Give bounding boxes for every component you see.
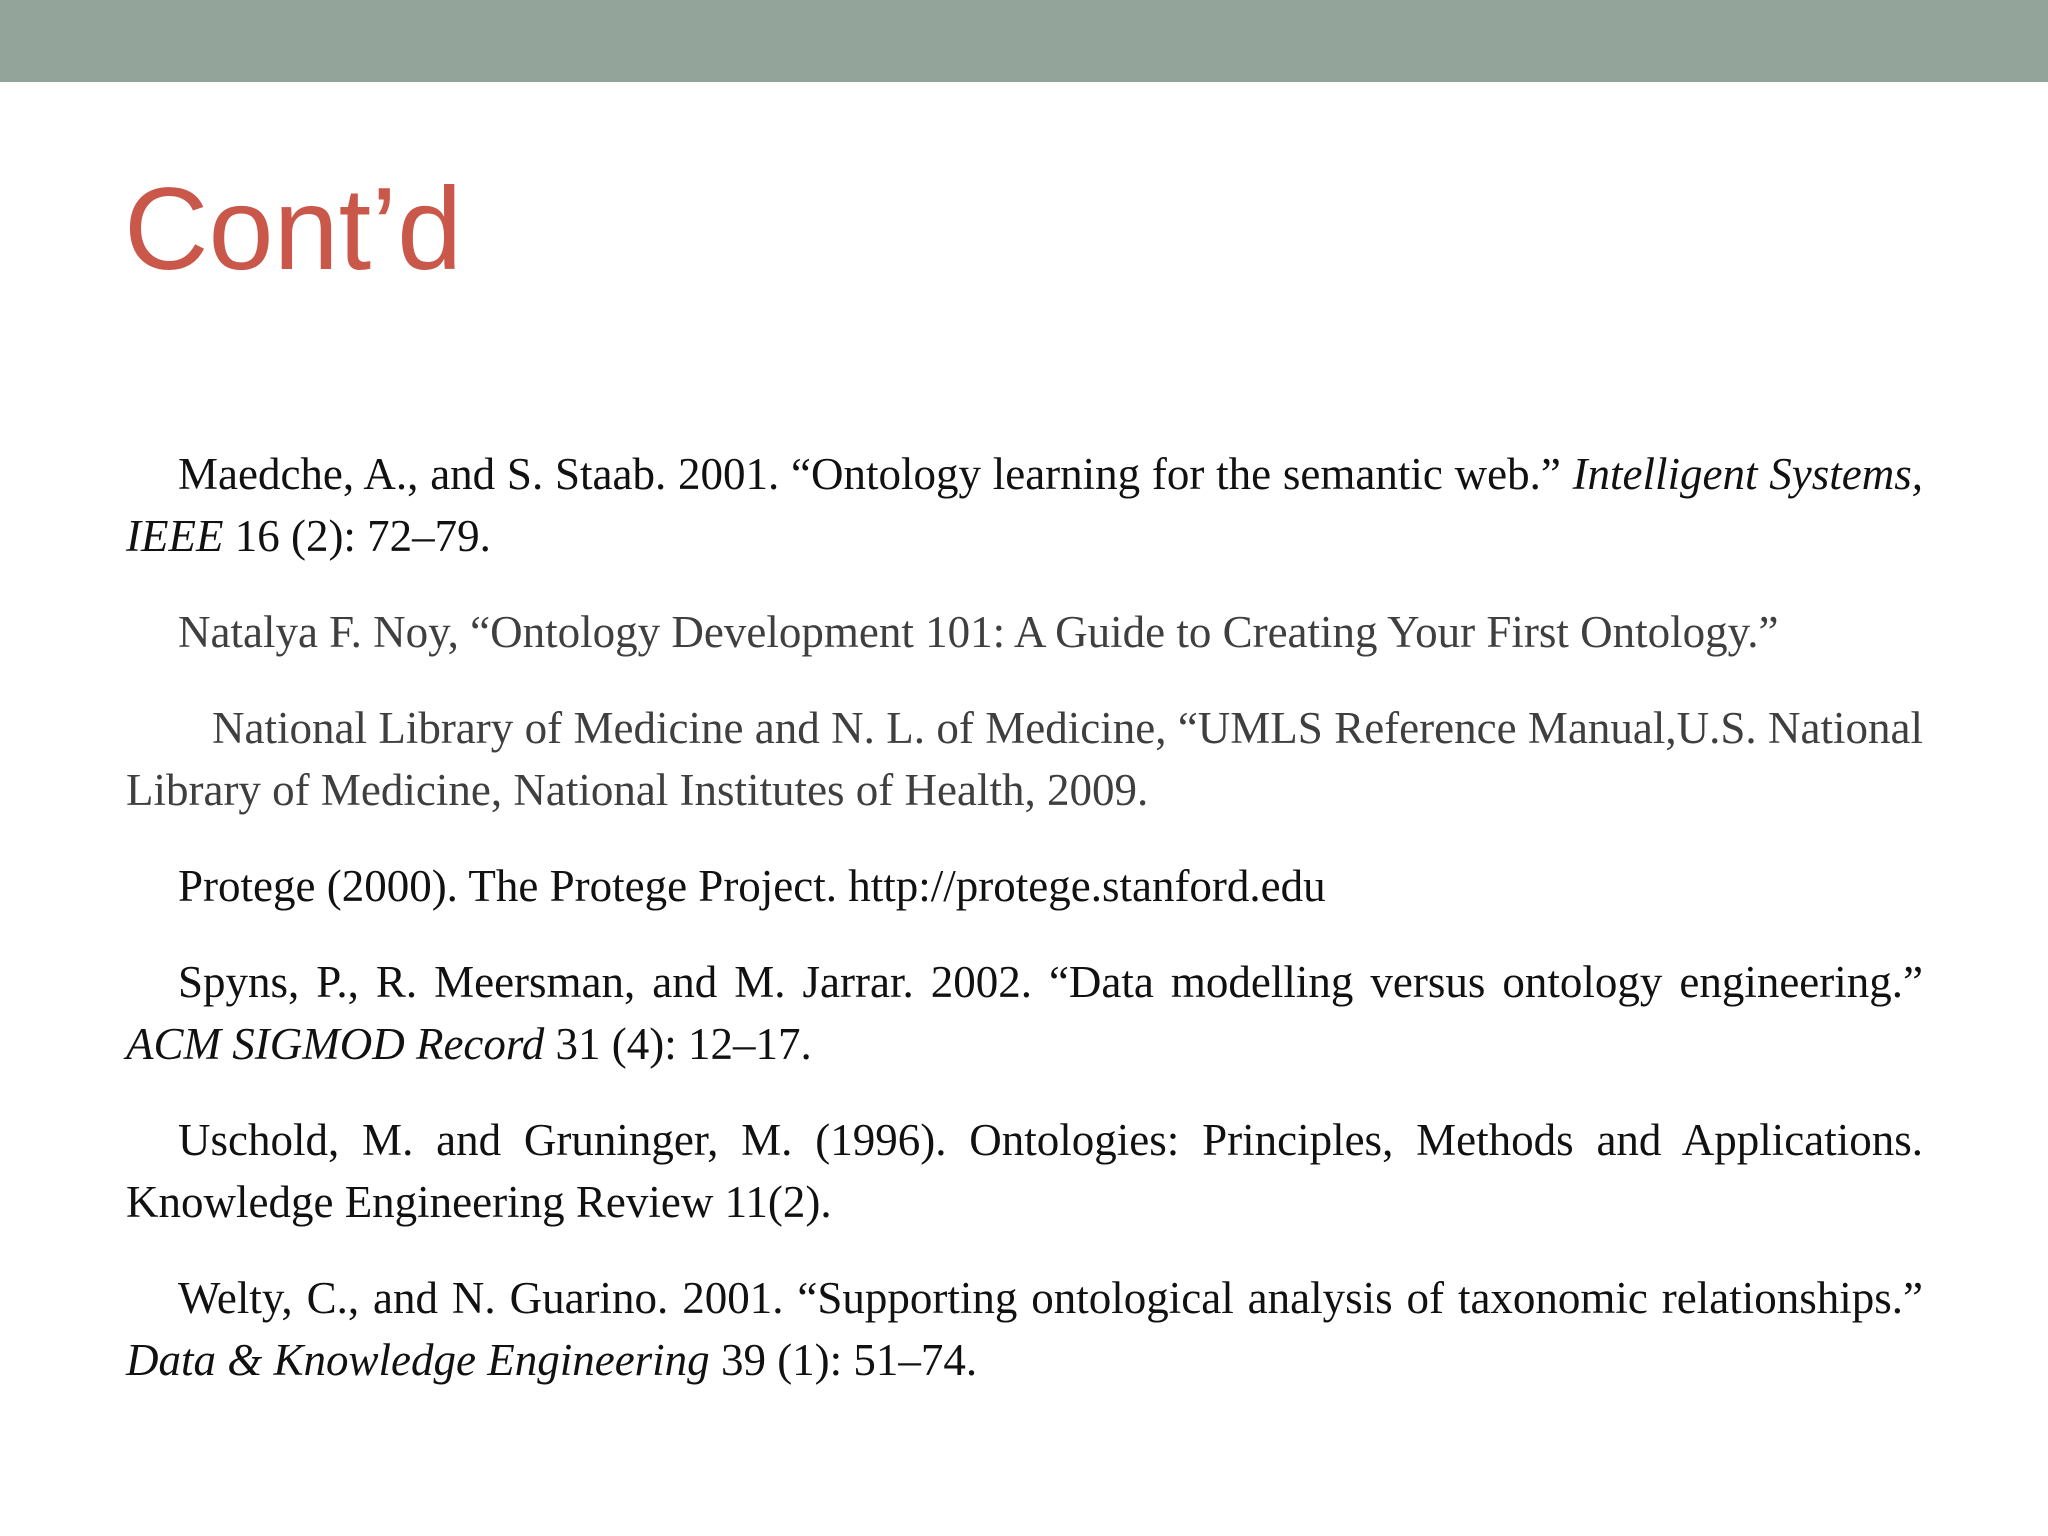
reference-item-protege <box>126 855 1923 917</box>
reference-text: Spyns, P., R. Meersman, and M. Jarrar. 2002. “Data modelling versus ontology engineering.” <box>178 957 1923 1007</box>
reference-item-welty <box>126 1267 1923 1391</box>
reference-text: Uschold, M. and Gruninger, M. (1996). Ontologies: Principles, Methods and Applications. Knowledge Engineering Review 11(2). <box>126 1115 1923 1227</box>
reference-text: 16 (2): 72–79. <box>223 511 491 561</box>
reference-item-uschold <box>126 1109 1923 1233</box>
journal-name: Data & Knowledge Engineering <box>126 1335 710 1385</box>
journal-name: ACM SIGMOD Record <box>126 1019 545 1069</box>
journal-name: Intelligent Systems, IEEE <box>126 449 1923 561</box>
reference-text: National Library of Medicine and N. L. of Medicine, “UMLS Reference Manual,U.S. National Library of Medicine, National Institutes of Health, 2009. <box>126 703 1923 815</box>
reference-text: Protege (2000). The Protege Project. http://protege.stanford.edu <box>178 861 1326 911</box>
top-accent-bar <box>0 0 2048 82</box>
reference-text: Welty, C., and N. Guarino. 2001. “Supporting ontological analysis of taxonomic relationships.” <box>178 1273 1923 1323</box>
reference-text: Natalya F. Noy, “Ontology Development 101: A Guide to Creating Your First Ontology.” <box>178 607 1779 657</box>
reference-item-spyns <box>126 951 1923 1075</box>
reference-list <box>126 443 1923 1425</box>
reference-text: 31 (4): 12–17. <box>544 1019 812 1069</box>
reference-item-noy <box>126 601 1923 663</box>
reference-item-maedche <box>126 443 1923 567</box>
reference-text: 39 (1): 51–74. <box>709 1335 978 1385</box>
slide-title: Cont’d <box>124 163 463 294</box>
reference-item-nlm <box>126 697 1923 821</box>
reference-text: Maedche, A., and S. Staab. 2001. “Ontology learning for the semantic web.” <box>178 449 1573 499</box>
